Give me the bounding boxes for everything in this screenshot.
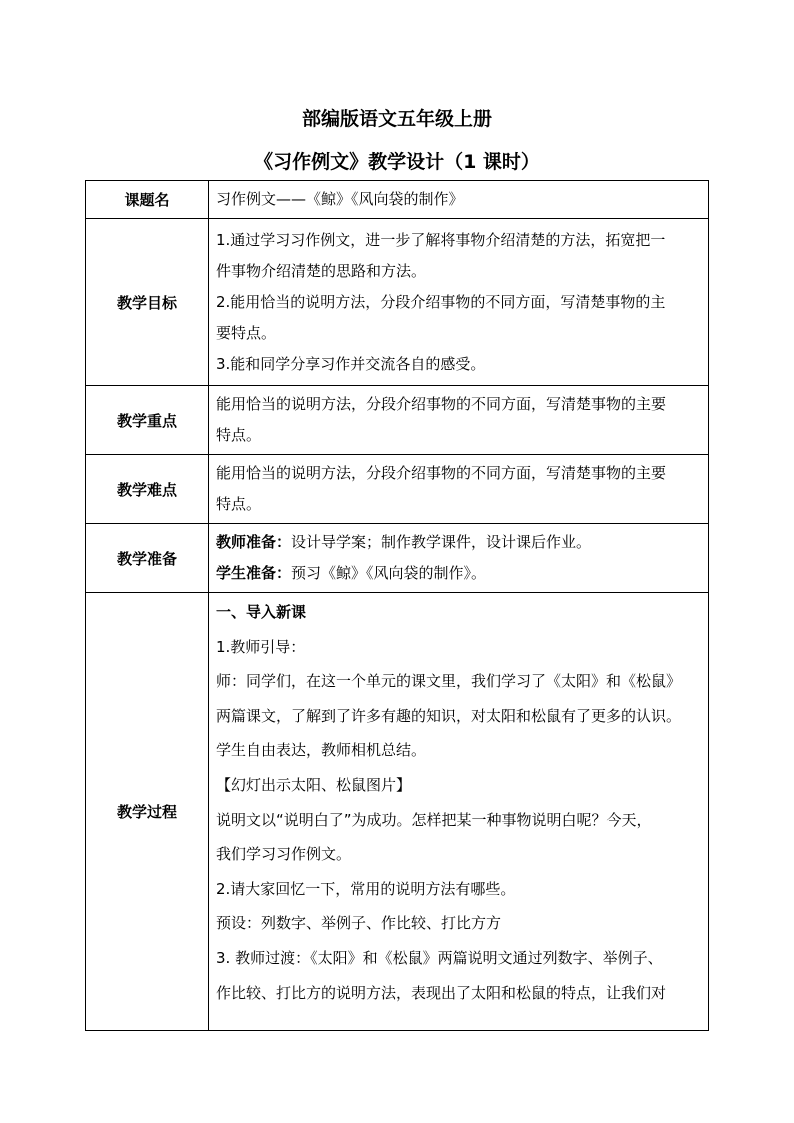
goals-line: 3.能和同学分享习作并交流各自的感受。	[216, 354, 486, 373]
label-key-points: 教学重点	[86, 386, 209, 455]
document-title: 部编版语文五年级上册	[301, 108, 492, 130]
document-subtitle: 《习作例文》教学设计（1 课时）	[254, 151, 540, 173]
label-goals: 教学目标	[86, 219, 209, 386]
process-line: 说明文以“说明白了”为成功。怎样把某一种事物说明白呢？今天，	[216, 810, 652, 829]
process-line: 学生自由表达，教师相机总结。	[216, 741, 427, 760]
goals-line: 要特点。	[216, 323, 277, 342]
content-preparation	[209, 524, 709, 593]
process-line: 3. 教师过渡：《太阳》和《松鼠》两篇说明文通过列数字、举例子、	[216, 948, 663, 967]
topic-text: 习作例文——《鲸》《风向袋的制作》	[216, 190, 464, 208]
label-process: 教学过程	[86, 593, 209, 1031]
process-line: 预设：列数字、举例子、作比较、打比方方	[216, 914, 502, 933]
process-line: 师：同学们，在这一个单元的课文里，我们学习了《太阳》和《松鼠》	[216, 672, 682, 691]
label-difficult-points: 教学难点	[86, 455, 209, 524]
process-line: 2.请大家回忆一下，常用的说明方法有哪些。	[216, 879, 516, 898]
student-prep-label: 学生准备：	[216, 564, 292, 582]
process-line: 两篇课文，了解到了许多有趣的知识，对太阳和松鼠有了更多的认识。	[216, 706, 682, 725]
process-line: 我们学习习作例文。	[216, 845, 352, 864]
process-heading: 一、导入新课	[216, 603, 307, 621]
goals-line: 件事物介绍清楚的思路和方法。	[216, 261, 427, 280]
content-topic	[209, 181, 709, 219]
row-process	[86, 593, 709, 1031]
content-goals	[209, 219, 709, 386]
row-topic	[86, 181, 709, 219]
student-prep-text: 预习《鲸》《风向袋的制作》。	[291, 564, 487, 582]
key-points-line: 能用恰当的说明方法，分段介绍事物的不同方面，写清楚事物的主要	[216, 395, 667, 413]
content-process	[209, 593, 709, 1031]
teacher-prep-text: 设计导学案；制作教学课件，设计课后作业。	[291, 533, 592, 551]
goals-line: 1.通过学习习作例文，进一步了解将事物介绍清楚的方法，拓宽把一	[216, 230, 666, 249]
difficult-points-line: 能用恰当的说明方法，分段介绍事物的不同方面，写清楚事物的主要	[216, 464, 667, 482]
content-difficult-points	[209, 455, 709, 524]
content-key-points	[209, 386, 709, 455]
row-preparation	[86, 524, 709, 593]
row-goals	[86, 219, 709, 386]
teacher-prep-line	[216, 527, 704, 558]
process-line: 【幻灯出示太阳、松鼠图片】	[216, 775, 412, 794]
row-difficult-points	[86, 455, 709, 524]
difficult-points-line: 特点。	[216, 495, 262, 513]
process-line: 1.教师引导：	[216, 637, 306, 656]
goals-line: 2.能用恰当的说明方法，分段介绍事物的不同方面，写清楚事物的主	[216, 292, 666, 311]
key-points-line: 特点。	[216, 426, 262, 444]
student-prep-line	[216, 558, 704, 589]
row-key-points	[86, 386, 709, 455]
teacher-prep-label: 教师准备：	[216, 533, 292, 551]
label-topic: 课题名	[86, 181, 209, 219]
label-preparation: 教学准备	[86, 524, 209, 593]
process-line: 作比较、打比方的说明方法，表现出了太阳和松鼠的特点，让我们对	[216, 983, 667, 1002]
lesson-plan-table	[85, 180, 709, 1031]
